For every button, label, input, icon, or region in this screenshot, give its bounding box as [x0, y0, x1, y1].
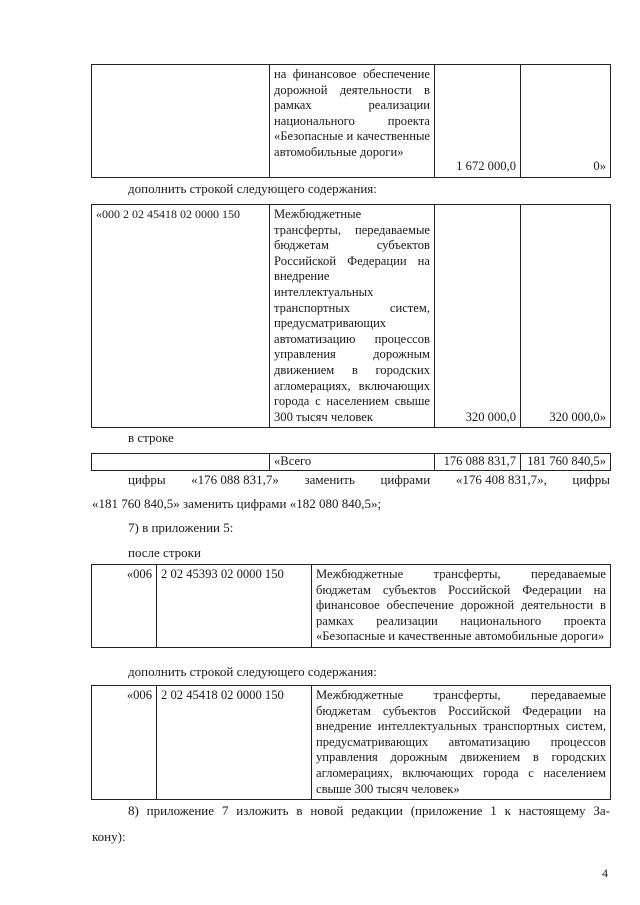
code-cell — [92, 65, 270, 178]
amount-cell: 176 088 831,7 — [435, 454, 521, 471]
code-cell: «000 2 02 45418 02 0000 150 — [92, 205, 270, 428]
name-cell: Межбюджетные трансферты, передаваемые бюджетам субъектов Российской Федерации на внедрение интеллектуальных транспортных систем, предусматривающих автоматизацию процессов управления дорожным движением в городских агломерациях, включающих города с населением свыше 300 тысяч человек» — [312, 686, 611, 800]
text-fragment: цифры — [572, 472, 610, 487]
instruction-text: в строке — [128, 430, 174, 445]
item-7-heading: 7) в приложении 5: — [128, 520, 234, 535]
text-fragment: «176 088 831,7» — [191, 472, 279, 487]
code-cell — [92, 454, 270, 471]
appendix5-table-existing-row — [91, 564, 611, 648]
revenue-table-new-row — [91, 204, 611, 428]
table-row — [92, 686, 611, 800]
instruction-text: после строки — [128, 545, 201, 560]
amount-cell: 320 000,0» — [521, 205, 611, 428]
name-cell: Межбюджетные трансферты, передаваемые бюджетам субъектов Российской Федерации на финансовое обеспечение дорожной деятельности в рамках реализации национального проекта «Безопасные и качественные автомобильные дороги» — [312, 565, 611, 648]
replace-digits-line-2: «181 760 840,5» заменить цифрами «182 080 840,5»; — [92, 496, 382, 511]
name-cell: «Всего — [270, 454, 435, 471]
appendix5-table-new-row — [91, 685, 611, 800]
text-fragment: цифры — [128, 472, 166, 487]
text-fragment: цифрами — [380, 472, 431, 487]
item-8-line-1: 8) приложение 7 изложить в новой редакции (приложение 1 к настоящему За- — [128, 803, 610, 818]
amount-cell: 1 672 000,0 — [435, 65, 521, 178]
name-cell: на финансовое обеспечение дорожной деятельности в рамках реализации национального проекта «Безопасные и качественные автомобильные дороги» — [270, 65, 435, 178]
admin-code-cell: «006 — [92, 565, 157, 648]
name-cell: Межбюджетные трансферты, передаваемые бюджетам субъектов Российской Федерации на внедрение интеллектуальных транспортных систем, предусматривающих автоматизацию процессов управления дорожным движением в городских агломерациях, включающих города с населением свыше 300 тысяч человек — [270, 205, 435, 428]
table-row — [92, 565, 611, 648]
text-fragment: «176 408 831,7», — [455, 472, 547, 487]
admin-code-cell: «006 — [92, 686, 157, 800]
instruction-text: дополнить строкой следующего содержания: — [128, 664, 377, 679]
table-row — [92, 454, 611, 471]
page-number: 4 — [602, 866, 608, 880]
replace-digits-line — [128, 472, 610, 488]
amount-cell: 181 760 840,5» — [521, 454, 611, 471]
text-fragment: заменить — [304, 472, 355, 487]
table-row — [92, 65, 611, 178]
amount-cell: 0» — [521, 65, 611, 178]
instruction-text: дополнить строкой следующего содержания: — [128, 181, 377, 196]
amount-cell: 320 000,0 — [435, 205, 521, 428]
table-row — [92, 205, 611, 428]
code-cell: 2 02 45418 02 0000 150 — [157, 686, 312, 800]
code-cell: 2 02 45393 02 0000 150 — [157, 565, 312, 648]
revenue-table-continuation — [91, 64, 611, 178]
item-8-line-2: кону): — [92, 829, 126, 844]
total-row-table — [91, 453, 611, 471]
